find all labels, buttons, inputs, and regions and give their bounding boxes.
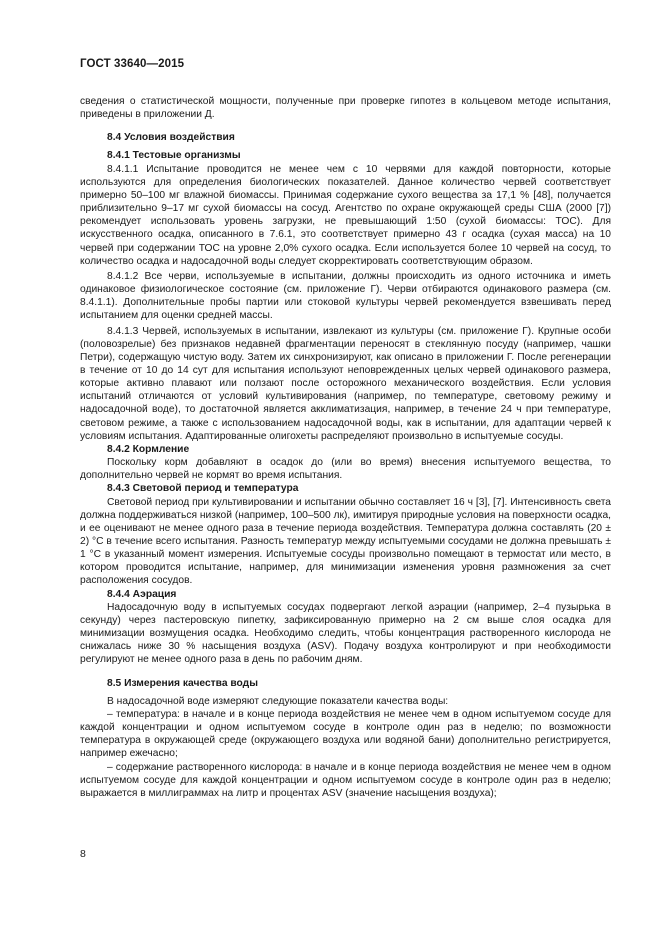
paragraph-8-4-4: Надосадочную воду в испытуемых сосудах подвергают легкой аэрации (например, 2–4 пузырька в секунду) через пастеровскую пипетку, зафиксированную примерно на 2 см выше слоя осадка для минимизации возмущения осадка. Необходимо следить, чтобы концентрация растворенного кислорода не снижалась ниже 30 % насыщения воздуха (ASV). Подачу воздуха контролируют и при необходимости регулируют не менее одного раза в день по рабочим дням. [80, 601, 611, 666]
section-8-4-1-title: 8.4.1 Тестовые организмы [107, 150, 241, 162]
document-body [80, 95, 611, 800]
paragraph-8-5-intro: В надосадочной воде измеряют следующие показатели качества воды: [107, 695, 449, 707]
paragraph-8-4-1-3: 8.4.1.3 Червей, используемых в испытании, извлекают из культуры (см. приложение Г). Крупные особи (половозрелые) без признаков недавней фрагментации переносят в стеклянную посуду (например, чашки Петри), содержащую чистую воду. Затем их синхронизируют, как описано в приложении Г. После регенерации в течение от 10 до 14 сут для испытания используют неповрежденных целых червей одинакового размера, которые активно плавают или ползают после осторожного механического воздействия. Если условия испытаний отличаются от условий культивирования (например, по температуре, световому режиму и надосадочной воде), то достаточной является акклиматизация, например, в течение 24 ч при температуре, световом режиме, а также с использованием надосадочной воды, как в испытании, для адаптации червей к условиям испытания. Адаптированные олигохеты распределяют произвольно в испытуемые сосуды. [80, 325, 611, 442]
intro-paragraph: сведения о статистической мощности, полученные при проверке гипотез в кольцевом методе испытания, приведены в приложении Д. [80, 96, 611, 121]
section-8-4-title: 8.4 Условия воздействия [107, 132, 235, 144]
paragraph-8-4-1-2: 8.4.1.2 Все черви, используемые в испытании, должны происходить из одного источника и иметь одинаковое физиологическое состояние (см. приложение Г). Черви отбираются одинакового размера (см. 8.4.1.1). Дополнительные пробы партии или стоковой культуры червей рекомендуется взвешивать перед испытанием для оценки средней массы. [80, 270, 611, 322]
section-8-4-2-title: 8.4.2 Кормление [107, 443, 190, 455]
list-item: – температура: в начале и в конце периода воздействия не менее чем в одном испытуемом сосуде для каждой концентрации и одном испытуемом сосуде в контроле один раз в неделю; по возможности температура в окружающей среде (окружающего воздуха или водяной бани) дополнительно регистрируется, например ежечасно; [80, 708, 611, 760]
section-8-4-4-title: 8.4.4 Аэрация [107, 588, 177, 600]
paragraph-8-4-3: Световой период при культивировании и испытании обычно составляет 16 ч [3], [7]. Интенсивность света должна поддерживаться низкой (например, 100–500 лк), имитируя природные условия на поверхности осадка, и ее оценивают не менее одного раза в течение периода воздействия. Температура должна составлять (20 ± 2) °С в течение всего испытания. Разность температур между испытуемыми сосудами не должна превышать ± 1 °С в указанный момент измерения. Испытуемые сосуды произвольно помещают в термостат или место, в котором проводится испытание, например, для минимизации изменения уровня размножения за счет расположения сосудов. [80, 496, 611, 587]
document-header: ГОСТ 33640—2015 [80, 58, 185, 70]
section-8-4-3-title: 8.4.3 Световой период и температура [107, 483, 299, 495]
page-number: 8 [80, 848, 86, 860]
section-8-5-title: 8.5 Измерения качества воды [107, 677, 258, 689]
paragraph-8-4-2: Поскольку корм добавляют в осадок до (или во время) внесения испытуемого вещества, то дополнительно червей не кормят во время испытания. [80, 457, 611, 482]
paragraph-8-4-1-1: 8.4.1.1 Испытание проводится не менее чем с 10 червями для каждой повторности, которые используются для определения биологических показателей. Данное количество червей соответствует примерно 50–100 мг влажной биомассы. Принимая содержание сухого вещества за 17,1 % [48], получается приблизительно 9–17 мг сухой биомассы на сосуд. Агентство по охране окружающей среды США (2000 [7]) рекомендует использовать уровень загрузки, не превышающий 1:50 (сухой биомассы: ТОС). Для искусственного осадка, описанного в 7.6.1, это соответствует примерно 43 г осадка (сухая масса) на 10 червей при содержании ТОС на уровне 2,0% сухого осадка. Если используется более 10 червей на сосуд, то количество осадка и надосадочной воды следует скорректировать соответствующим образом. [80, 163, 611, 267]
list-item: – содержание растворенного кислорода: в начале и в конце периода воздействия не менее чем в одном испытуемом сосуде для каждой концентрации и одном испытуемом сосуде в контроле один раз в неделю; выражается в миллиграммах на литр и процентах ASV (значение насыщения воздуха); [80, 761, 611, 799]
